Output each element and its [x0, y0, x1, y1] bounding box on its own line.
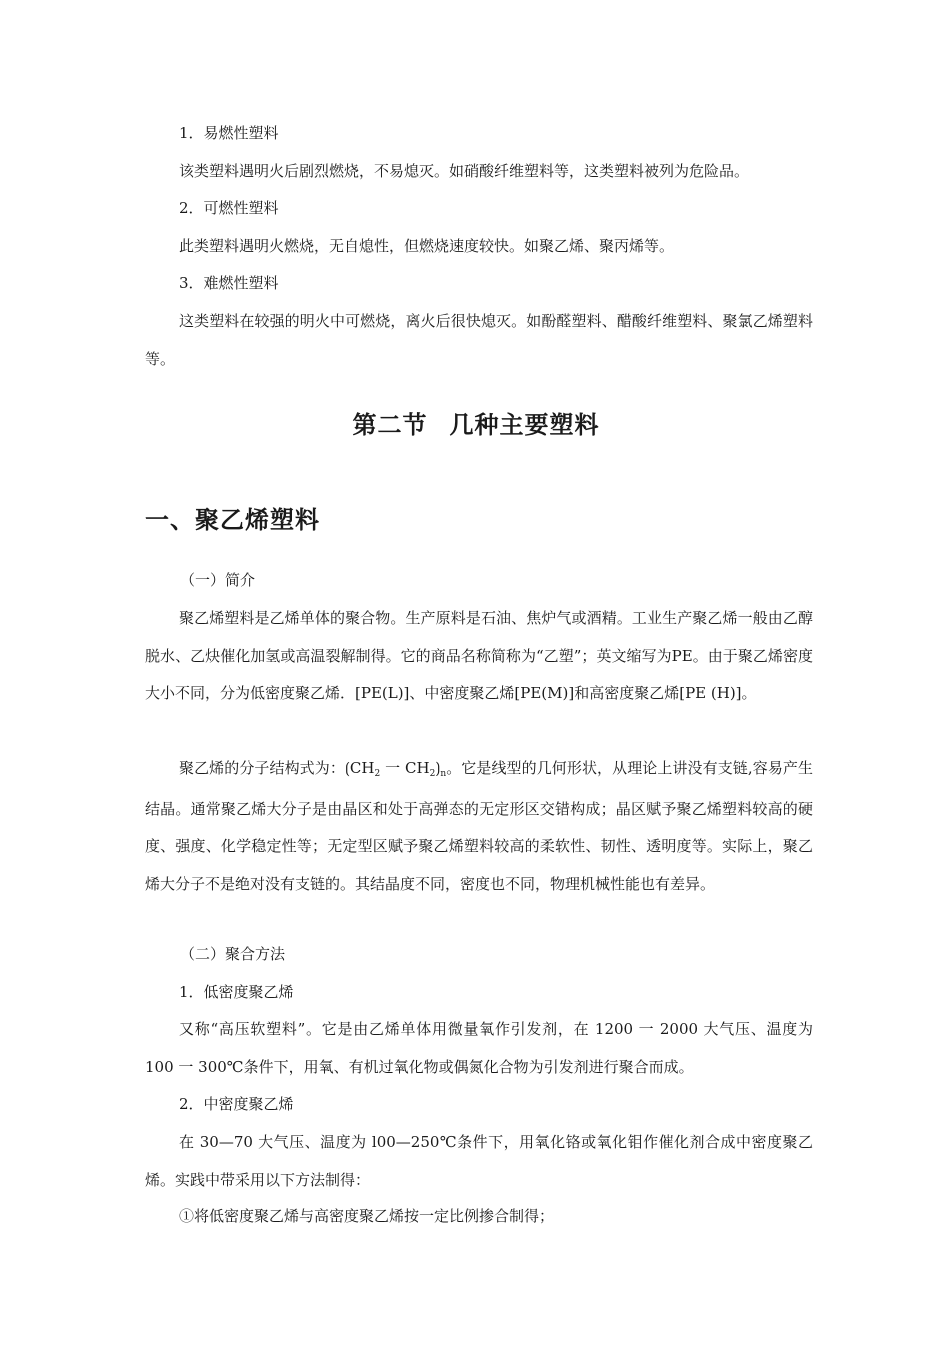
item2-text: 此类塑料遇明火燃烧，无自熄性，但燃烧速度较快。如聚乙烯、聚丙烯等。	[179, 237, 675, 255]
formula-paragraph	[145, 750, 813, 903]
pe-heading: 一、聚乙烯塑料	[145, 506, 320, 534]
intro-title: （一）简介	[180, 571, 256, 589]
intro-paragraph: 聚乙烯塑料是乙烯单体的聚合物。生产原料是石油、焦炉气或酒精。工业生产聚乙烯一般由乙醇脱水、乙炔催化加氢或高温裂解制得。它的商品名称简称为“乙塑”；英文缩写为PE。由于聚乙烯密度大小不同，分为低密度聚乙烯．[PE(L)]、中密度聚乙烯[PE(M)]和高密度聚乙烯[PE (H)]。	[145, 609, 813, 702]
item1-title: 1．易燃性塑料	[179, 124, 279, 142]
method-title: （二）聚合方法	[180, 945, 286, 963]
chapter-title	[0, 405, 952, 440]
formula-mid: 一 CH	[380, 759, 430, 777]
ldpe-title: 1．低密度聚乙烯	[179, 983, 294, 1001]
mdpe-text: 在 30—70 大气压、温度为 l00—250℃条件下，用氧化铬或氧化钼作催化剂合成中密度聚乙烯。实践中带采用以下方法制得：	[145, 1133, 813, 1189]
formula-n: n	[440, 769, 447, 779]
item2-title: 2．可燃性塑料	[179, 199, 279, 217]
chapter-title-text: 几种主要塑料	[449, 411, 600, 439]
mdpe-title: 2．中密度聚乙烯	[179, 1095, 294, 1113]
ldpe-text: 又称“高压软塑料”。它是由乙烯单体用微量氧作引发剂，在 1200 一 2000 大气压、温度为 100 一 300℃条件下，用氧、有机过氧化物或偶氮化合物为引发剂进行聚合而成。	[145, 1020, 813, 1076]
formula-prefix: 聚乙烯的分子结构式为：	[179, 759, 345, 777]
formula-open: ⟮CH	[344, 759, 375, 777]
chapter-title-number: 第二节	[352, 411, 428, 439]
item3-text: 这类塑料在较强的明火中可燃烧，离火后很快熄灭。如酚醛塑料、醋酸纤维塑料、聚氯乙烯塑料等。	[145, 312, 813, 368]
formula-sub-2: 2	[429, 769, 436, 779]
mdpe-item-1: ①将低密度聚乙烯与高密度聚乙烯按一定比例掺合制得；	[179, 1207, 555, 1225]
item1-text: 该类塑料遇明火后剧烈燃烧，不易熄灭。如硝酸纤维塑料等，这类塑料被列为危险品。	[179, 162, 750, 180]
formula-suffix: 。它是线型的几何形状，从理论上讲没有支链,容易产生结晶。通常聚乙烯大分子是由晶区和处于高弹态的无定形区交错构成；晶区赋予聚乙烯塑料较高的硬度、强度、化学稳定性等；无定型区赋予聚乙烯塑料较高的柔软性、韧性、透明度等。实际上，聚乙烯大分子不是绝对没有支链的。其结晶度不同，密度也不同，物理机械性能也有差异。	[145, 759, 813, 893]
formula-sub-1: 2	[374, 769, 381, 779]
item3-title: 3．难燃性塑料	[179, 274, 279, 292]
formula-close: ⟯	[435, 759, 441, 777]
